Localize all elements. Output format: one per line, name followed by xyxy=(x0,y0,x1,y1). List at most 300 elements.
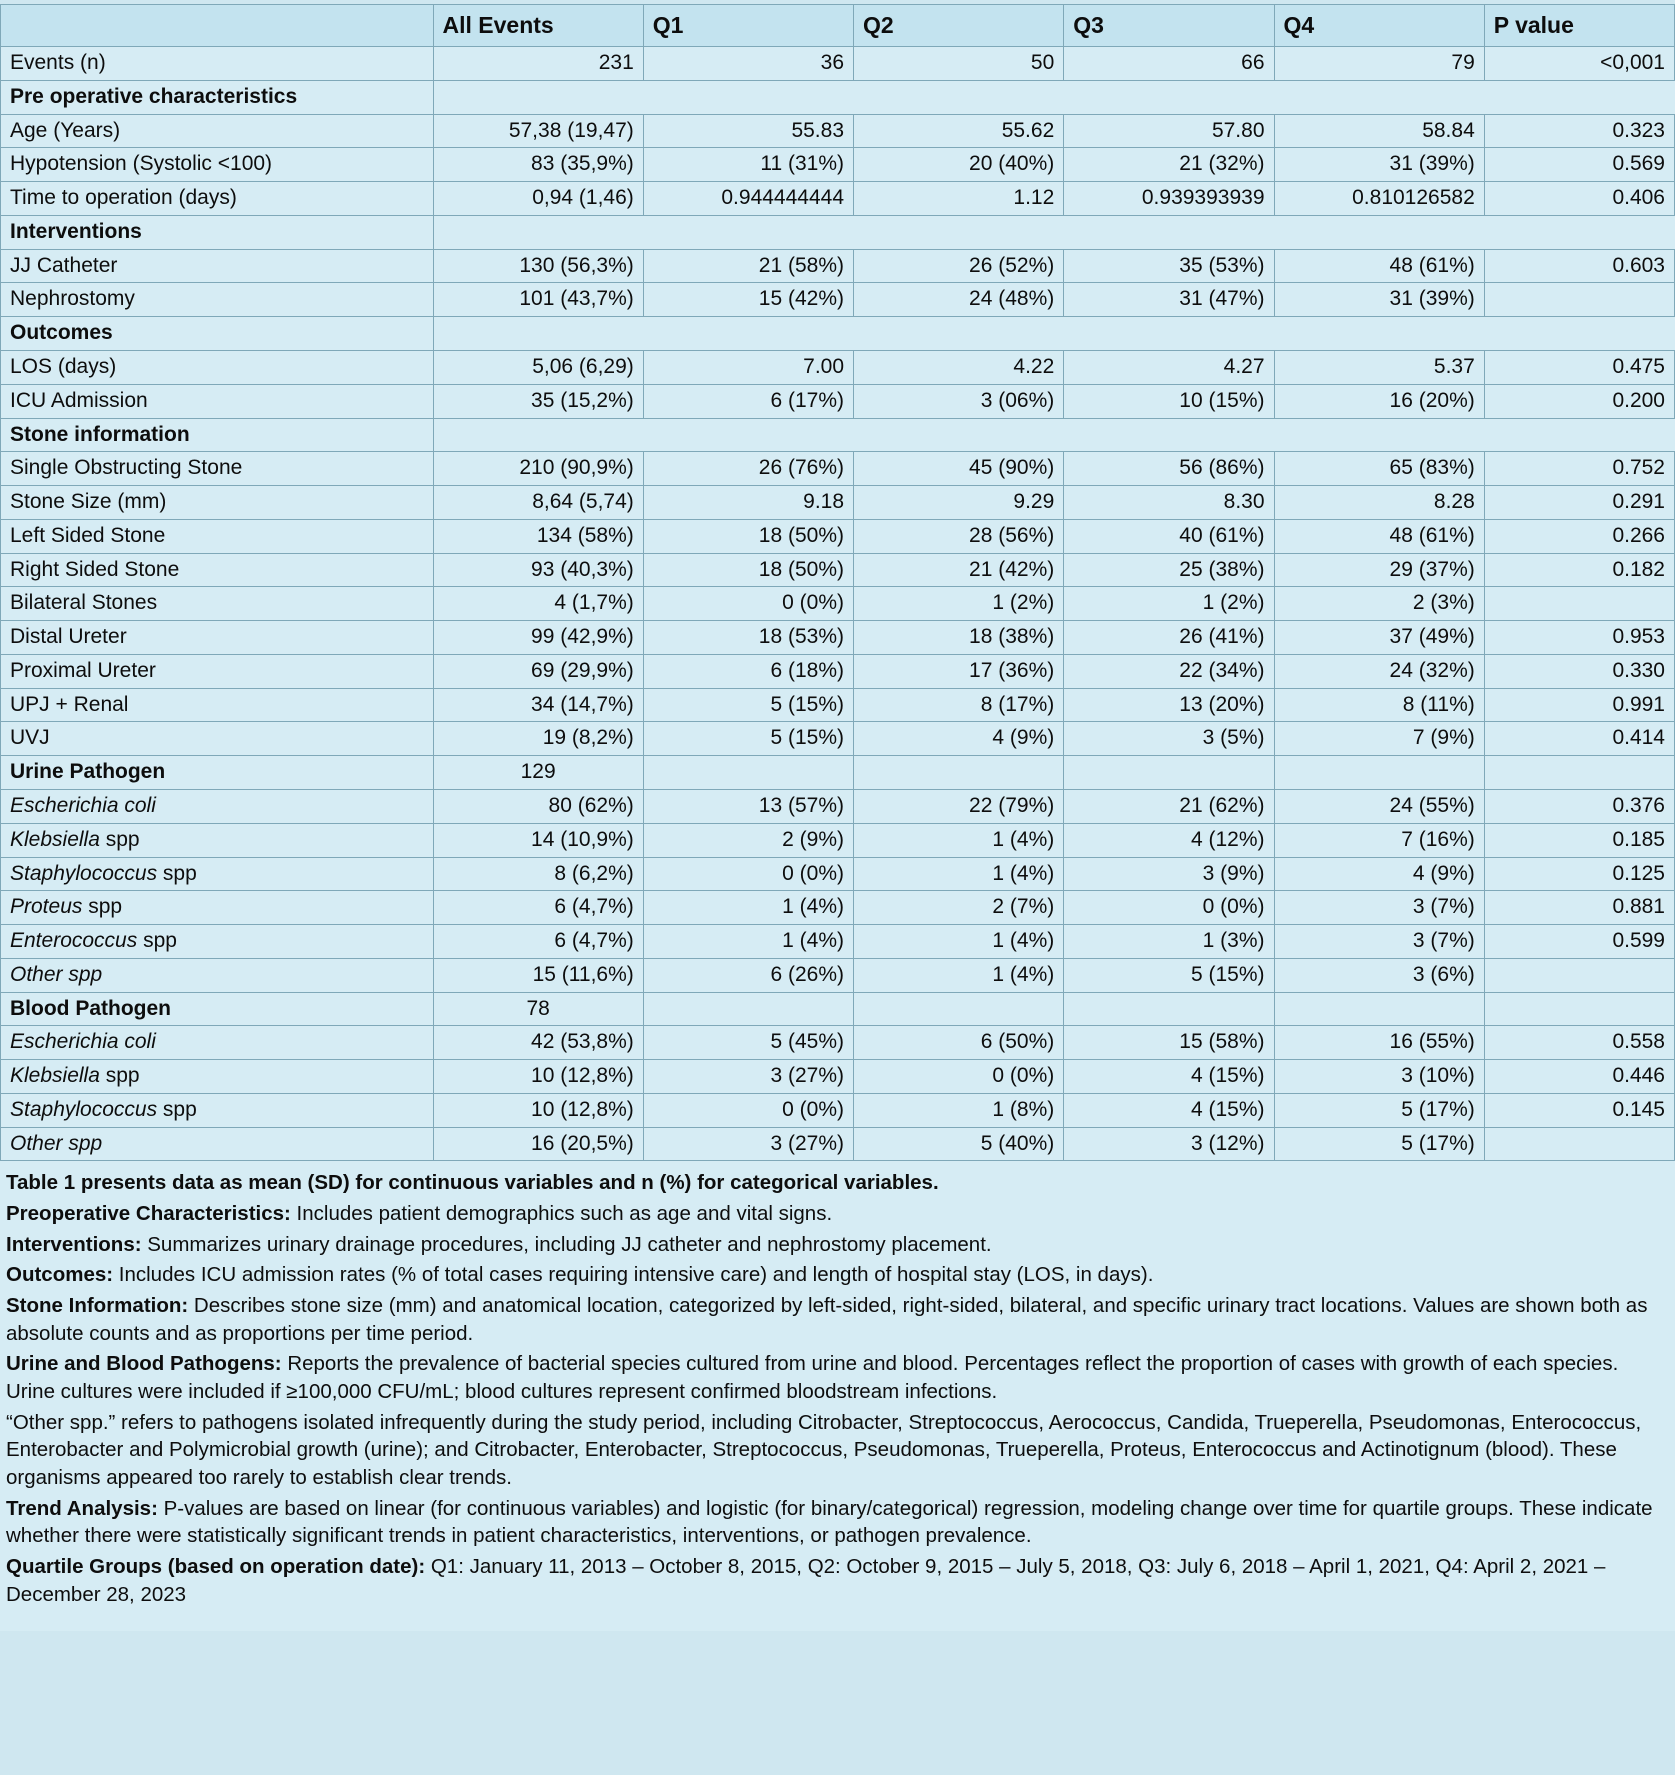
cell-p-value xyxy=(1484,587,1674,621)
row-label xyxy=(1,789,434,823)
cell-q3: 31 (47%) xyxy=(1064,283,1274,317)
header-cell-p-value: P value xyxy=(1484,5,1674,47)
table-row xyxy=(1,47,1675,81)
cell-q1: 6 (17%) xyxy=(643,384,853,418)
table-row xyxy=(1,1060,1675,1094)
row-label: Distal Ureter xyxy=(1,621,434,655)
cell-all-events: 129 xyxy=(433,756,643,790)
table-row xyxy=(1,80,1675,114)
cell-q1: 18 (50%) xyxy=(643,553,853,587)
row-label: Events (n) xyxy=(1,47,434,81)
cell-q4: 48 (61%) xyxy=(1274,249,1484,283)
cell-p-value: 0.185 xyxy=(1484,823,1674,857)
cell-p-value: 0.323 xyxy=(1484,114,1674,148)
cell-q3: 5 (15%) xyxy=(1064,958,1274,992)
cell-q4: 31 (39%) xyxy=(1274,148,1484,182)
cell-q1: 18 (50%) xyxy=(643,519,853,553)
footnote-label: Trend Analysis: xyxy=(6,1496,158,1520)
table-row xyxy=(1,992,1675,1026)
cell-q2: 18 (38%) xyxy=(854,621,1064,655)
cell-all-events: 4 (1,7%) xyxy=(433,587,643,621)
cell-q1: 1 (4%) xyxy=(643,891,853,925)
cell-all-events: 80 (62%) xyxy=(433,789,643,823)
cell-q4: 29 (37%) xyxy=(1274,553,1484,587)
row-label xyxy=(1,1127,434,1161)
row-section-label: Urine Pathogen xyxy=(1,756,434,790)
cell-all-events: 130 (56,3%) xyxy=(433,249,643,283)
cell-q2: 1 (4%) xyxy=(854,823,1064,857)
cell-p-value: 0.475 xyxy=(1484,351,1674,385)
table-row xyxy=(1,789,1675,823)
cell-q3: 0.939393939 xyxy=(1064,182,1274,216)
cell-q3: 1 (3%) xyxy=(1064,925,1274,959)
species-name: Klebsiella xyxy=(10,827,100,851)
row-label xyxy=(1,925,434,959)
cell-q1: 0.944444444 xyxy=(643,182,853,216)
cell-all-events: 5,06 (6,29) xyxy=(433,351,643,385)
cell-q2: 6 (50%) xyxy=(854,1026,1064,1060)
species-suffix: spp xyxy=(137,929,177,953)
species-name: Other spp xyxy=(10,962,103,986)
cell-all-events: 8,64 (5,74) xyxy=(433,486,643,520)
table-row xyxy=(1,148,1675,182)
cell-q1: 3 (27%) xyxy=(643,1127,853,1161)
table-row xyxy=(1,722,1675,756)
cell-q4: 3 (7%) xyxy=(1274,891,1484,925)
table-row xyxy=(1,823,1675,857)
row-section-label: Interventions xyxy=(1,215,434,249)
cell-q1: 1 (4%) xyxy=(643,925,853,959)
footnote-text: Describes stone size (mm) and anatomical location, categorized by left-sided, right-sided, bilateral, and specific urinary tract locations. Values are shown both as absolute counts and as proportions per time period. xyxy=(6,1294,1648,1345)
row-label: Right Sided Stone xyxy=(1,553,434,587)
species-suffix: spp xyxy=(157,861,197,885)
table-row xyxy=(1,114,1675,148)
cell-q4: 4 (9%) xyxy=(1274,857,1484,891)
cell-all-events: 15 (11,6%) xyxy=(433,958,643,992)
species-suffix: spp xyxy=(99,827,140,851)
species-suffix: spp xyxy=(82,895,123,919)
cell-q3: 8.30 xyxy=(1064,486,1274,520)
cell-q3: 3 (12%) xyxy=(1064,1127,1274,1161)
cell-p-value: 0.953 xyxy=(1484,621,1674,655)
footnote-text: Includes patient demographics such as age and vital signs. xyxy=(290,1202,833,1226)
species-suffix: spp xyxy=(99,1064,140,1088)
row-label: LOS (days) xyxy=(1,351,434,385)
cell-q2: 4.22 xyxy=(854,351,1064,385)
cell-p-value: 0.414 xyxy=(1484,722,1674,756)
cell-q1: 6 (26%) xyxy=(643,958,853,992)
results-table xyxy=(0,4,1675,1161)
cell-q3: 1 (2%) xyxy=(1064,587,1274,621)
cell-q2: 17 (36%) xyxy=(854,654,1064,688)
cell-p-value: 0.145 xyxy=(1484,1093,1674,1127)
cell-q4: 7 (16%) xyxy=(1274,823,1484,857)
footnote-text: Includes ICU admission rates (% of total cases requiring intensive care) and length of hospital stay (LOS, in days). xyxy=(113,1263,1154,1287)
footnote-label: Table 1 presents data as mean (SD) for continuous variables and n (%) for categorical variables. xyxy=(6,1171,939,1195)
cell-q4 xyxy=(1274,317,1484,351)
cell-q1: 7.00 xyxy=(643,351,853,385)
cell-all-events: 93 (40,3%) xyxy=(433,553,643,587)
cell-q3: 40 (61%) xyxy=(1064,519,1274,553)
cell-p-value xyxy=(1484,756,1674,790)
footnote-line xyxy=(6,1200,1669,1228)
cell-q3 xyxy=(1064,992,1274,1026)
table-row xyxy=(1,1127,1675,1161)
cell-p-value: 0.330 xyxy=(1484,654,1674,688)
footnote-text: Summarizes urinary drainage procedures, including JJ catheter and nephrostomy placement. xyxy=(141,1232,992,1256)
row-label: Left Sided Stone xyxy=(1,519,434,553)
cell-q2: 50 xyxy=(854,47,1064,81)
row-section-label: Outcomes xyxy=(1,317,434,351)
cell-q2: 24 (48%) xyxy=(854,283,1064,317)
cell-q4: 16 (20%) xyxy=(1274,384,1484,418)
cell-q1: 5 (15%) xyxy=(643,688,853,722)
cell-q3: 4 (15%) xyxy=(1064,1060,1274,1094)
cell-q4: 5 (17%) xyxy=(1274,1127,1484,1161)
row-label: JJ Catheter xyxy=(1,249,434,283)
table-row xyxy=(1,654,1675,688)
table-row xyxy=(1,958,1675,992)
cell-p-value: 0.569 xyxy=(1484,148,1674,182)
cell-q3: 4 (12%) xyxy=(1064,823,1274,857)
footnote-line xyxy=(6,1292,1669,1347)
cell-q4: 31 (39%) xyxy=(1274,283,1484,317)
header-row xyxy=(1,5,1675,47)
row-section-label: Stone information xyxy=(1,418,434,452)
cell-q4: 65 (83%) xyxy=(1274,452,1484,486)
row-label: Stone Size (mm) xyxy=(1,486,434,520)
cell-all-events: 6 (4,7%) xyxy=(433,891,643,925)
cell-q4: 2 (3%) xyxy=(1274,587,1484,621)
footnote-line xyxy=(6,1231,1669,1259)
footnote-text: Q1: January 11, 2013 – October 8, 2015, Q2: October 9, 2015 – July 5, 2018, Q3: July 6, 2018 – April 1, 2021, Q4: April 2, 2021 – December 28, 2023 xyxy=(6,1555,1606,1606)
table-row xyxy=(1,351,1675,385)
cell-q2: 26 (52%) xyxy=(854,249,1064,283)
cell-p-value: 0.291 xyxy=(1484,486,1674,520)
table-row xyxy=(1,891,1675,925)
cell-q4: 16 (55%) xyxy=(1274,1026,1484,1060)
species-name: Escherichia coli xyxy=(10,1030,156,1054)
row-label: Single Obstructing Stone xyxy=(1,452,434,486)
cell-q4 xyxy=(1274,756,1484,790)
cell-q2: 8 (17%) xyxy=(854,688,1064,722)
cell-q3: 56 (86%) xyxy=(1064,452,1274,486)
species-name: Other spp xyxy=(10,1131,103,1155)
cell-q4: 48 (61%) xyxy=(1274,519,1484,553)
cell-p-value: 0.266 xyxy=(1484,519,1674,553)
cell-q3: 4 (15%) xyxy=(1064,1093,1274,1127)
cell-q4: 8 (11%) xyxy=(1274,688,1484,722)
row-label xyxy=(1,857,434,891)
cell-q3: 3 (5%) xyxy=(1064,722,1274,756)
footnote-line xyxy=(6,1350,1669,1405)
cell-q3 xyxy=(1064,80,1274,114)
cell-q2: 21 (42%) xyxy=(854,553,1064,587)
species-name: Proteus xyxy=(10,895,83,919)
cell-q1: 13 (57%) xyxy=(643,789,853,823)
cell-p-value: 0.752 xyxy=(1484,452,1674,486)
species-name: Staphylococcus xyxy=(10,861,158,885)
cell-q1: 5 (15%) xyxy=(643,722,853,756)
row-label: UVJ xyxy=(1,722,434,756)
cell-p-value: <0,001 xyxy=(1484,47,1674,81)
cell-q3 xyxy=(1064,756,1274,790)
cell-q3: 15 (58%) xyxy=(1064,1026,1274,1060)
header-cell-all-events: All Events xyxy=(433,5,643,47)
cell-q2: 0 (0%) xyxy=(854,1060,1064,1094)
cell-all-events: 101 (43,7%) xyxy=(433,283,643,317)
cell-all-events: 57,38 (19,47) xyxy=(433,114,643,148)
cell-p-value: 0.603 xyxy=(1484,249,1674,283)
cell-q4: 3 (7%) xyxy=(1274,925,1484,959)
table-row xyxy=(1,553,1675,587)
cell-all-events xyxy=(433,215,643,249)
cell-q2: 1.12 xyxy=(854,182,1064,216)
cell-p-value: 0.200 xyxy=(1484,384,1674,418)
cell-q2: 1 (8%) xyxy=(854,1093,1064,1127)
species-name: Klebsiella xyxy=(10,1064,100,1088)
table-row xyxy=(1,182,1675,216)
cell-q4: 24 (32%) xyxy=(1274,654,1484,688)
cell-all-events: 69 (29,9%) xyxy=(433,654,643,688)
row-label: Bilateral Stones xyxy=(1,587,434,621)
cell-q3: 0 (0%) xyxy=(1064,891,1274,925)
cell-all-events: 14 (10,9%) xyxy=(433,823,643,857)
cell-q4: 3 (10%) xyxy=(1274,1060,1484,1094)
cell-q2: 1 (4%) xyxy=(854,925,1064,959)
row-label: Time to operation (days) xyxy=(1,182,434,216)
row-label xyxy=(1,958,434,992)
row-label: Proximal Ureter xyxy=(1,654,434,688)
footnote-label: Stone Information: xyxy=(6,1294,189,1318)
cell-p-value: 0.376 xyxy=(1484,789,1674,823)
table-row xyxy=(1,384,1675,418)
cell-all-events: 210 (90,9%) xyxy=(433,452,643,486)
cell-q4: 37 (49%) xyxy=(1274,621,1484,655)
header-cell-q1: Q1 xyxy=(643,5,853,47)
table-row xyxy=(1,621,1675,655)
cell-q3: 10 (15%) xyxy=(1064,384,1274,418)
species-name: Enterococcus xyxy=(10,929,138,953)
cell-all-events xyxy=(433,317,643,351)
footnote-label: Preoperative Characteristics: xyxy=(6,1202,291,1226)
cell-q1: 36 xyxy=(643,47,853,81)
cell-q3 xyxy=(1064,317,1274,351)
row-label: Hypotension (Systolic <100) xyxy=(1,148,434,182)
cell-q4 xyxy=(1274,215,1484,249)
cell-q2: 2 (7%) xyxy=(854,891,1064,925)
cell-q3: 26 (41%) xyxy=(1064,621,1274,655)
cell-q2: 55.62 xyxy=(854,114,1064,148)
table-row xyxy=(1,756,1675,790)
cell-all-events: 231 xyxy=(433,47,643,81)
cell-q1: 0 (0%) xyxy=(643,587,853,621)
cell-q3 xyxy=(1064,418,1274,452)
cell-q1: 6 (18%) xyxy=(643,654,853,688)
footnote-line xyxy=(6,1409,1669,1492)
cell-q1: 3 (27%) xyxy=(643,1060,853,1094)
header-cell-blank xyxy=(1,5,434,47)
header-cell-q4: Q4 xyxy=(1274,5,1484,47)
cell-q3: 35 (53%) xyxy=(1064,249,1274,283)
cell-q1 xyxy=(643,756,853,790)
cell-q1 xyxy=(643,418,853,452)
cell-q3: 57.80 xyxy=(1064,114,1274,148)
table-row xyxy=(1,418,1675,452)
cell-q4: 8.28 xyxy=(1274,486,1484,520)
footnote-text: Reports the prevalence of bacterial species cultured from urine and blood. Percentages reflect the proportion of cases with growth of each species. Urine cultures were included if ≥100,000 CFU/mL; blood cultures represent confirmed bloodstream infections. xyxy=(6,1352,1619,1404)
footnote-text: “Other spp.” refers to pathogens isolated infrequently during the study period, including Citrobacter, Streptococcus, Aerococcus, Candida, Trueperella, Pseudomonas, Enterococcus, Enterobacter and Polymicrobial growth (urine); and Citrobacter, Enterobacter, Streptococcus, Pseudomonas, Trueperella, Proteus, Enterococcus and Actinotignum (blood). These organisms appeared too rarely to establish clear trends. xyxy=(6,1410,1642,1490)
cell-all-events: 83 (35,9%) xyxy=(433,148,643,182)
cell-q2: 20 (40%) xyxy=(854,148,1064,182)
cell-q4 xyxy=(1274,992,1484,1026)
cell-all-events: 34 (14,7%) xyxy=(433,688,643,722)
footnote-text: P-values are based on linear (for continuous variables) and logistic (for binary/categorical) regression, modeling change over time for quartile groups. These indicate whether there were statistically significant trends in patient characteristics, interventions, or pathogen prevalence. xyxy=(6,1496,1653,1548)
footnote-label: Outcomes: xyxy=(6,1263,114,1287)
species-suffix: spp xyxy=(157,1097,197,1121)
footnote-line xyxy=(6,1495,1669,1550)
cell-p-value: 0.125 xyxy=(1484,857,1674,891)
cell-p-value: 0.881 xyxy=(1484,891,1674,925)
table-row xyxy=(1,1093,1675,1127)
cell-q3: 4.27 xyxy=(1064,351,1274,385)
cell-q2: 4 (9%) xyxy=(854,722,1064,756)
cell-p-value xyxy=(1484,992,1674,1026)
cell-p-value: 0.599 xyxy=(1484,925,1674,959)
cell-q2 xyxy=(854,80,1064,114)
cell-all-events: 16 (20,5%) xyxy=(433,1127,643,1161)
cell-q1: 9.18 xyxy=(643,486,853,520)
cell-q1 xyxy=(643,215,853,249)
cell-q3: 13 (20%) xyxy=(1064,688,1274,722)
cell-q2 xyxy=(854,215,1064,249)
cell-all-events: 99 (42,9%) xyxy=(433,621,643,655)
cell-q1: 15 (42%) xyxy=(643,283,853,317)
cell-q1: 11 (31%) xyxy=(643,148,853,182)
table-row xyxy=(1,452,1675,486)
cell-q2: 1 (4%) xyxy=(854,857,1064,891)
cell-q2: 3 (06%) xyxy=(854,384,1064,418)
cell-all-events: 10 (12,8%) xyxy=(433,1093,643,1127)
header-cell-q3: Q3 xyxy=(1064,5,1274,47)
table-row xyxy=(1,486,1675,520)
species-name: Staphylococcus xyxy=(10,1097,158,1121)
table-row xyxy=(1,283,1675,317)
cell-q4: 5.37 xyxy=(1274,351,1484,385)
cell-q3: 21 (32%) xyxy=(1064,148,1274,182)
cell-q2: 1 (2%) xyxy=(854,587,1064,621)
footnote-label: Urine and Blood Pathogens: xyxy=(6,1352,282,1376)
footnote-line xyxy=(6,1169,1669,1197)
cell-q2 xyxy=(854,992,1064,1026)
cell-p-value xyxy=(1484,1127,1674,1161)
footnote-line xyxy=(6,1553,1669,1608)
row-label xyxy=(1,1060,434,1094)
row-label: Nephrostomy xyxy=(1,283,434,317)
cell-p-value xyxy=(1484,418,1674,452)
cell-q1: 55.83 xyxy=(643,114,853,148)
cell-q2: 1 (4%) xyxy=(854,958,1064,992)
cell-q4 xyxy=(1274,80,1484,114)
row-label xyxy=(1,891,434,925)
cell-q2: 22 (79%) xyxy=(854,789,1064,823)
cell-p-value xyxy=(1484,283,1674,317)
cell-all-events: 0,94 (1,46) xyxy=(433,182,643,216)
cell-q1: 21 (58%) xyxy=(643,249,853,283)
cell-p-value: 0.406 xyxy=(1484,182,1674,216)
cell-p-value: 0.558 xyxy=(1484,1026,1674,1060)
cell-p-value xyxy=(1484,80,1674,114)
table-row xyxy=(1,925,1675,959)
row-label xyxy=(1,1093,434,1127)
cell-all-events: 134 (58%) xyxy=(433,519,643,553)
cell-q3 xyxy=(1064,215,1274,249)
cell-all-events: 6 (4,7%) xyxy=(433,925,643,959)
species-name: Escherichia coli xyxy=(10,793,156,817)
cell-q2: 45 (90%) xyxy=(854,452,1064,486)
cell-q1: 2 (9%) xyxy=(643,823,853,857)
header-cell-q2: Q2 xyxy=(854,5,1064,47)
table-header xyxy=(1,5,1675,47)
cell-all-events: 10 (12,8%) xyxy=(433,1060,643,1094)
cell-q1: 26 (76%) xyxy=(643,452,853,486)
table-row xyxy=(1,215,1675,249)
cell-q3: 21 (62%) xyxy=(1064,789,1274,823)
bottom-margin xyxy=(0,1631,1675,1657)
table-row xyxy=(1,519,1675,553)
cell-q4: 58.84 xyxy=(1274,114,1484,148)
cell-p-value: 0.182 xyxy=(1484,553,1674,587)
cell-q2 xyxy=(854,756,1064,790)
cell-q2: 28 (56%) xyxy=(854,519,1064,553)
row-label xyxy=(1,1026,434,1060)
footnote-label: Interventions: xyxy=(6,1232,142,1256)
cell-q1: 18 (53%) xyxy=(643,621,853,655)
table-row xyxy=(1,1026,1675,1060)
cell-q1: 5 (45%) xyxy=(643,1026,853,1060)
cell-all-events: 8 (6,2%) xyxy=(433,857,643,891)
cell-q3: 22 (34%) xyxy=(1064,654,1274,688)
table-row xyxy=(1,587,1675,621)
cell-q4: 24 (55%) xyxy=(1274,789,1484,823)
cell-q3: 3 (9%) xyxy=(1064,857,1274,891)
cell-q1 xyxy=(643,80,853,114)
cell-p-value: 0.991 xyxy=(1484,688,1674,722)
cell-p-value xyxy=(1484,215,1674,249)
row-label: UPJ + Renal xyxy=(1,688,434,722)
table-row xyxy=(1,317,1675,351)
cell-q2 xyxy=(854,418,1064,452)
footnote-label: Quartile Groups (based on operation date): xyxy=(6,1555,426,1579)
cell-all-events: 35 (15,2%) xyxy=(433,384,643,418)
table-row xyxy=(1,688,1675,722)
cell-q4: 0.810126582 xyxy=(1274,182,1484,216)
row-label: Age (Years) xyxy=(1,114,434,148)
row-section-label: Blood Pathogen xyxy=(1,992,434,1026)
cell-q4 xyxy=(1274,418,1484,452)
cell-q1 xyxy=(643,992,853,1026)
cell-q4: 79 xyxy=(1274,47,1484,81)
cell-q2: 9.29 xyxy=(854,486,1064,520)
table-body xyxy=(1,47,1675,1161)
cell-q1: 0 (0%) xyxy=(643,857,853,891)
cell-all-events: 19 (8,2%) xyxy=(433,722,643,756)
table-row xyxy=(1,857,1675,891)
cell-q4: 5 (17%) xyxy=(1274,1093,1484,1127)
footnote-line xyxy=(6,1261,1669,1289)
row-label xyxy=(1,823,434,857)
cell-p-value xyxy=(1484,958,1674,992)
